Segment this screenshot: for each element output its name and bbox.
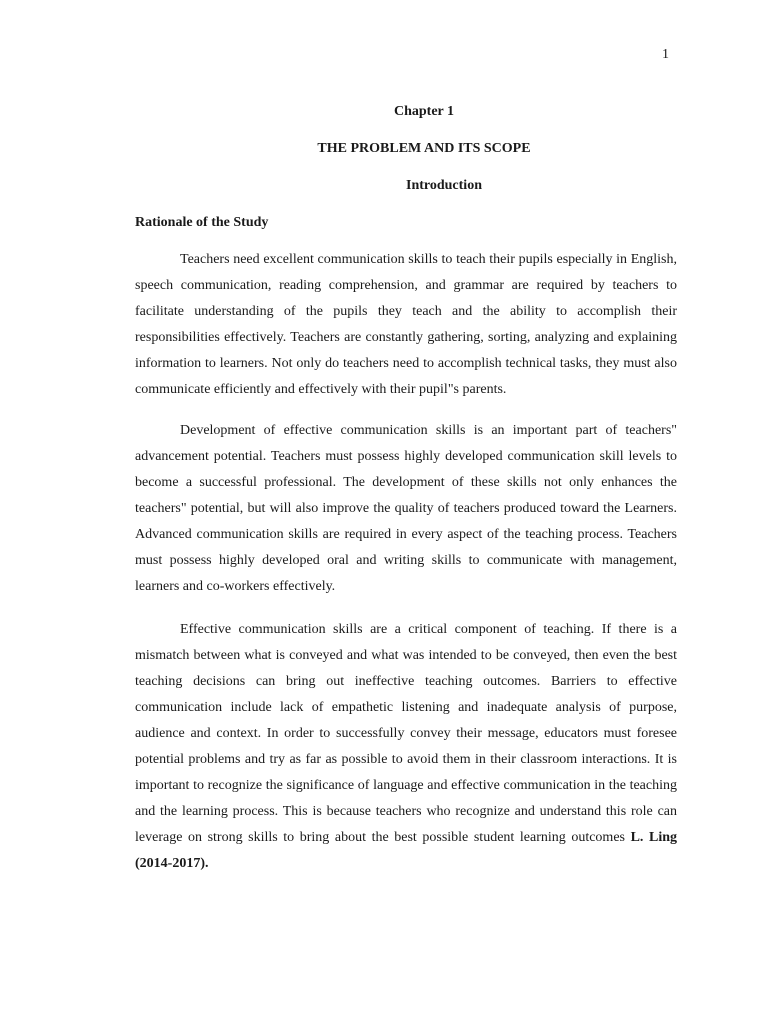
paragraph-text: Teachers need excellent communication skills to teach their pupils especially in English, speech communication, reading comprehension, and grammar are required by teachers to facilitate understanding of the pupils they teach and the ability to accomplish their responsibilities effectively. Teachers are constantly gathering, sorting, analyzing and explaining information to learners. Not only do teachers need to accomplish technical tasks, they must also communicate efficiently and effectively with their pupil"s parents. — [135, 252, 677, 397]
paragraph-text: Effective communication skills are a critical component of teaching. If there is a mismatch between what is conveyed and what was intended to be conveyed, then even the best teaching decisions can bring out ineffective teaching outcomes. Barriers to effective communication include lack of empathetic listening and inadequate analysis of purpose, audience and context. In order to successfully convey their message, educators must foresee potential problems and try as far as possible to avoid them in their classroom interactions. It is important to recognize the significance of language and effective communication in the teaching and the learning process. This is because teachers who recognize and understand this role can leverage on strong skills to bring about the best possible student learning outcomes — [135, 622, 677, 845]
chapter-title: THE PROBLEM AND ITS SCOPE — [317, 141, 531, 156]
paragraph-1 — [135, 247, 677, 412]
page-number: 1 — [662, 47, 669, 62]
paragraph-text: Development of effective communication skills is an important part of teachers" advancement potential. Teachers must possess highly developed communication skill levels to become a successful professional. The development of these skills not only enhances the teachers" potential, but will also improve the quality of teachers produced toward the Learners. Advanced communication skills are required in every aspect of the teaching process. Teachers must possess highly developed oral and writing skills to communicate with management, learners and co-workers effectively. — [135, 423, 677, 594]
chapter-heading: Chapter 1 — [393, 104, 455, 119]
paragraph-3 — [135, 617, 677, 886]
citation: L. Ling (2014-2017). — [135, 830, 678, 871]
section-heading: Introduction — [406, 178, 482, 193]
paragraph-2 — [135, 418, 677, 609]
subsection-heading: Rationale of the Study — [135, 215, 269, 230]
